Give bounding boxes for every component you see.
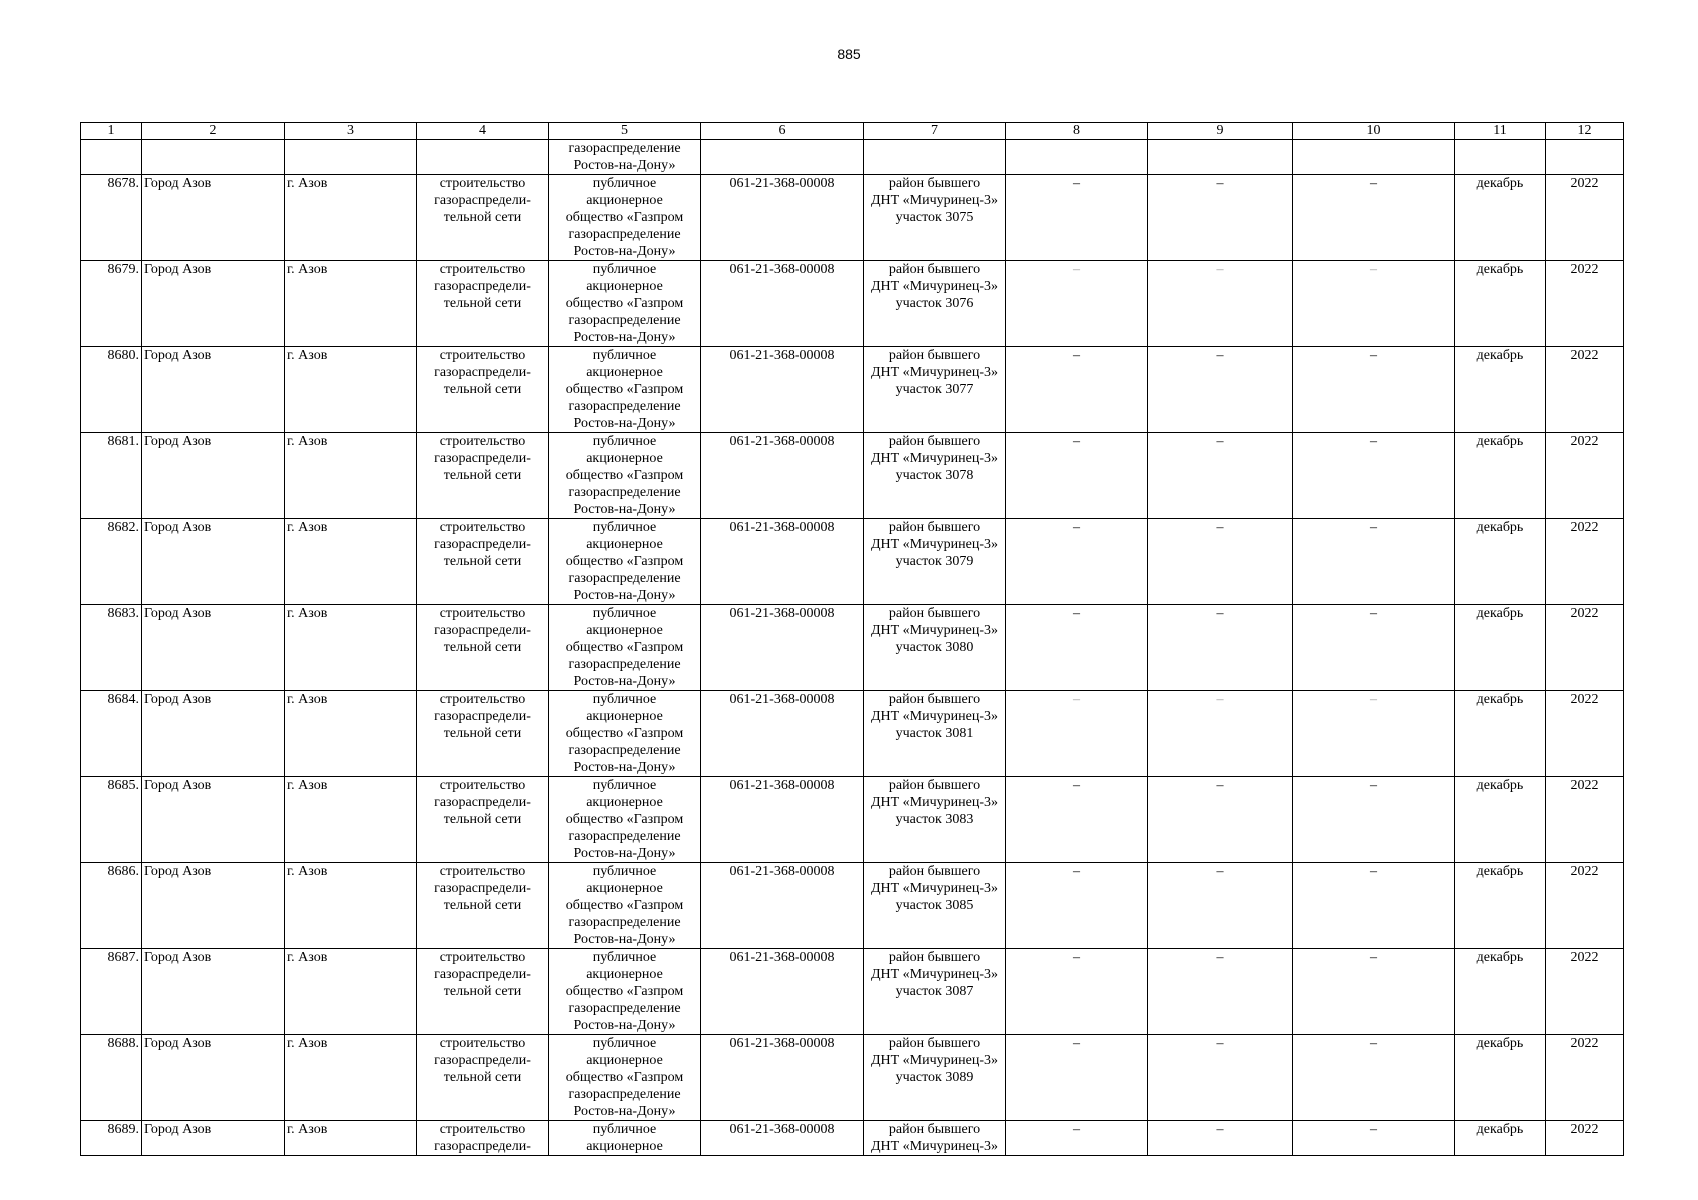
location-cell: район бывшего ДНТ «Мичуринец-3» участок 3085 bbox=[864, 863, 1006, 949]
column-10-cell: – bbox=[1293, 433, 1455, 519]
municipality-cell: Город Азов bbox=[142, 175, 285, 261]
registry-code-cell: 061-21-368-00008 bbox=[701, 1035, 864, 1121]
municipality-cell: Город Азов bbox=[142, 433, 285, 519]
month-cell: декабрь bbox=[1455, 605, 1546, 691]
column-header: 4 bbox=[417, 123, 549, 140]
column-8-cell: – bbox=[1006, 261, 1148, 347]
purpose-cell: строительство газораспредели- тельной сети bbox=[417, 605, 549, 691]
organization-cell: публичное акционерное общество «Газпром газораспределение Ростов-на-Дону» bbox=[549, 691, 701, 777]
organization-cell: публичное акционерное общество «Газпром газораспределение Ростов-на-Дону» bbox=[549, 777, 701, 863]
month-cell: декабрь bbox=[1455, 1035, 1546, 1121]
municipality-cell: Город Азов bbox=[142, 1121, 285, 1156]
column-header: 12 bbox=[1546, 123, 1624, 140]
table-row bbox=[81, 433, 1624, 519]
municipality-cell: Город Азов bbox=[142, 605, 285, 691]
location-cell: район бывшего ДНТ «Мичуринец-3» участок 3079 bbox=[864, 519, 1006, 605]
purpose-cell: строительство газораспредели- тельной сети bbox=[417, 261, 549, 347]
purpose-cell: строительство газораспредели- тельной сети bbox=[417, 777, 549, 863]
municipality-cell: Город Азов bbox=[142, 691, 285, 777]
year-cell: 2022 bbox=[1546, 519, 1624, 605]
column-header: 6 bbox=[701, 123, 864, 140]
column-10-cell: – bbox=[1293, 175, 1455, 261]
year-cell: 2022 bbox=[1546, 1121, 1624, 1156]
year-cell: 2022 bbox=[1546, 691, 1624, 777]
year-cell: 2022 bbox=[1546, 261, 1624, 347]
registry-code-cell: 061-21-368-00008 bbox=[701, 261, 864, 347]
municipality-cell: Город Азов bbox=[142, 777, 285, 863]
table-cell bbox=[1293, 140, 1455, 175]
table-cell bbox=[701, 140, 864, 175]
purpose-cell: строительство газораспредели- тельной сети bbox=[417, 519, 549, 605]
locality-cell: г. Азов bbox=[285, 433, 417, 519]
table-row bbox=[81, 261, 1624, 347]
row-number-cell: 8686. bbox=[81, 863, 142, 949]
organization-cell: публичное акционерное общество «Газпром газораспределение Ростов-на-Дону» bbox=[549, 863, 701, 949]
column-8-cell: – bbox=[1006, 433, 1148, 519]
month-cell: декабрь bbox=[1455, 1121, 1546, 1156]
column-9-cell: – bbox=[1148, 949, 1293, 1035]
municipality-cell: Город Азов bbox=[142, 1035, 285, 1121]
organization-cell: публичное акционерное общество «Газпром газораспределение Ростов-на-Дону» bbox=[549, 605, 701, 691]
month-cell: декабрь bbox=[1455, 777, 1546, 863]
organization-cell: публичное акционерное общество «Газпром газораспределение Ростов-на-Дону» bbox=[549, 175, 701, 261]
municipality-cell: Город Азов bbox=[142, 261, 285, 347]
table-row bbox=[81, 863, 1624, 949]
registry-code-cell: 061-21-368-00008 bbox=[701, 605, 864, 691]
table-cell bbox=[142, 140, 285, 175]
table-cell bbox=[1006, 140, 1148, 175]
month-cell: декабрь bbox=[1455, 433, 1546, 519]
month-cell: декабрь bbox=[1455, 175, 1546, 261]
column-8-cell: – bbox=[1006, 519, 1148, 605]
municipality-cell: Город Азов bbox=[142, 347, 285, 433]
registry-code-cell: 061-21-368-00008 bbox=[701, 175, 864, 261]
municipality-cell: Город Азов bbox=[142, 949, 285, 1035]
purpose-cell: строительство газораспредели- тельной сети bbox=[417, 347, 549, 433]
location-cell: район бывшего ДНТ «Мичуринец-3» участок 3080 bbox=[864, 605, 1006, 691]
row-number-cell: 8680. bbox=[81, 347, 142, 433]
column-9-cell: – bbox=[1148, 347, 1293, 433]
table-cell bbox=[1546, 140, 1624, 175]
municipality-cell: Город Азов bbox=[142, 519, 285, 605]
organization-cell: публичное акционерное общество «Газпром газораспределение Ростов-на-Дону» bbox=[549, 261, 701, 347]
table-cell bbox=[864, 140, 1006, 175]
gas-network-registry-table bbox=[80, 122, 1624, 1156]
location-cell: район бывшего ДНТ «Мичуринец-3» bbox=[864, 1121, 1006, 1156]
column-10-cell: – bbox=[1293, 777, 1455, 863]
organization-cell: газораспределение Ростов-на-Дону» bbox=[549, 140, 701, 175]
column-10-cell: – bbox=[1293, 1121, 1455, 1156]
year-cell: 2022 bbox=[1546, 949, 1624, 1035]
registry-code-cell: 061-21-368-00008 bbox=[701, 519, 864, 605]
organization-cell: публичное акционерное общество «Газпром газораспределение Ростов-на-Дону» bbox=[549, 347, 701, 433]
purpose-cell: строительство газораспредели- тельной сети bbox=[417, 175, 549, 261]
table-cell bbox=[81, 140, 142, 175]
column-header: 3 bbox=[285, 123, 417, 140]
column-9-cell: – bbox=[1148, 691, 1293, 777]
organization-cell: публичное акционерное общество «Газпром газораспределение Ростов-на-Дону» bbox=[549, 1035, 701, 1121]
purpose-cell: строительство газораспредели- тельной сети bbox=[417, 691, 549, 777]
purpose-cell: строительство газораспредели- тельной сети bbox=[417, 433, 549, 519]
column-10-cell: – bbox=[1293, 519, 1455, 605]
locality-cell: г. Азов bbox=[285, 605, 417, 691]
column-10-cell: – bbox=[1293, 863, 1455, 949]
month-cell: декабрь bbox=[1455, 949, 1546, 1035]
column-9-cell: – bbox=[1148, 605, 1293, 691]
organization-cell: публичное акционерное общество «Газпром газораспределение Ростов-на-Дону» bbox=[549, 949, 701, 1035]
page-number: 885 bbox=[837, 46, 861, 62]
row-number-cell: 8684. bbox=[81, 691, 142, 777]
column-header: 10 bbox=[1293, 123, 1455, 140]
table-cell bbox=[285, 140, 417, 175]
locality-cell: г. Азов bbox=[285, 691, 417, 777]
column-8-cell: – bbox=[1006, 777, 1148, 863]
locality-cell: г. Азов bbox=[285, 777, 417, 863]
purpose-cell: строительство газораспредели- bbox=[417, 1121, 549, 1156]
location-cell: район бывшего ДНТ «Мичуринец-3» участок 3087 bbox=[864, 949, 1006, 1035]
column-number-header-row bbox=[81, 123, 1624, 140]
row-number-cell: 8688. bbox=[81, 1035, 142, 1121]
column-10-cell: – bbox=[1293, 1035, 1455, 1121]
month-cell: декабрь bbox=[1455, 519, 1546, 605]
year-cell: 2022 bbox=[1546, 1035, 1624, 1121]
column-9-cell: – bbox=[1148, 777, 1293, 863]
year-cell: 2022 bbox=[1546, 863, 1624, 949]
month-cell: декабрь bbox=[1455, 261, 1546, 347]
table-cell bbox=[1148, 140, 1293, 175]
table-row bbox=[81, 519, 1624, 605]
location-cell: район бывшего ДНТ «Мичуринец-3» участок 3078 bbox=[864, 433, 1006, 519]
column-10-cell: – bbox=[1293, 605, 1455, 691]
row-number-cell: 8683. bbox=[81, 605, 142, 691]
column-header: 8 bbox=[1006, 123, 1148, 140]
table-row bbox=[81, 777, 1624, 863]
continuation-row bbox=[81, 140, 1624, 175]
column-header: 5 bbox=[549, 123, 701, 140]
locality-cell: г. Азов bbox=[285, 519, 417, 605]
row-number-cell: 8679. bbox=[81, 261, 142, 347]
month-cell: декабрь bbox=[1455, 347, 1546, 433]
row-number-cell: 8681. bbox=[81, 433, 142, 519]
column-header: 7 bbox=[864, 123, 1006, 140]
column-8-cell: – bbox=[1006, 605, 1148, 691]
location-cell: район бывшего ДНТ «Мичуринец-3» участок 3083 bbox=[864, 777, 1006, 863]
registry-code-cell: 061-21-368-00008 bbox=[701, 1121, 864, 1156]
purpose-cell: строительство газораспредели- тельной сети bbox=[417, 863, 549, 949]
row-number-cell: 8687. bbox=[81, 949, 142, 1035]
table-row bbox=[81, 347, 1624, 433]
column-8-cell: – bbox=[1006, 347, 1148, 433]
column-8-cell: – bbox=[1006, 949, 1148, 1035]
column-8-cell: – bbox=[1006, 691, 1148, 777]
column-9-cell: – bbox=[1148, 433, 1293, 519]
table-cell bbox=[417, 140, 549, 175]
locality-cell: г. Азов bbox=[285, 949, 417, 1035]
table-row bbox=[81, 175, 1624, 261]
year-cell: 2022 bbox=[1546, 605, 1624, 691]
registry-code-cell: 061-21-368-00008 bbox=[701, 691, 864, 777]
year-cell: 2022 bbox=[1546, 347, 1624, 433]
column-9-cell: – bbox=[1148, 519, 1293, 605]
row-number-cell: 8689. bbox=[81, 1121, 142, 1156]
purpose-cell: строительство газораспредели- тельной сети bbox=[417, 949, 549, 1035]
table-cell bbox=[1455, 140, 1546, 175]
locality-cell: г. Азов bbox=[285, 347, 417, 433]
year-cell: 2022 bbox=[1546, 175, 1624, 261]
column-9-cell: – bbox=[1148, 261, 1293, 347]
column-8-cell: – bbox=[1006, 175, 1148, 261]
organization-cell: публичное акционерное общество «Газпром газораспределение Ростов-на-Дону» bbox=[549, 519, 701, 605]
locality-cell: г. Азов bbox=[285, 1121, 417, 1156]
column-8-cell: – bbox=[1006, 863, 1148, 949]
column-header: 1 bbox=[81, 123, 142, 140]
column-10-cell: – bbox=[1293, 949, 1455, 1035]
table-row bbox=[81, 605, 1624, 691]
location-cell: район бывшего ДНТ «Мичуринец-3» участок 3081 bbox=[864, 691, 1006, 777]
column-header: 11 bbox=[1455, 123, 1546, 140]
registry-code-cell: 061-21-368-00008 bbox=[701, 863, 864, 949]
locality-cell: г. Азов bbox=[285, 1035, 417, 1121]
purpose-cell: строительство газораспредели- тельной сети bbox=[417, 1035, 549, 1121]
registry-code-cell: 061-21-368-00008 bbox=[701, 433, 864, 519]
registry-code-cell: 061-21-368-00008 bbox=[701, 949, 864, 1035]
column-10-cell: – bbox=[1293, 347, 1455, 433]
year-cell: 2022 bbox=[1546, 433, 1624, 519]
locality-cell: г. Азов bbox=[285, 175, 417, 261]
location-cell: район бывшего ДНТ «Мичуринец-3» участок 3075 bbox=[864, 175, 1006, 261]
locality-cell: г. Азов bbox=[285, 863, 417, 949]
registry-code-cell: 061-21-368-00008 bbox=[701, 347, 864, 433]
year-cell: 2022 bbox=[1546, 777, 1624, 863]
column-9-cell: – bbox=[1148, 175, 1293, 261]
location-cell: район бывшего ДНТ «Мичуринец-3» участок 3077 bbox=[864, 347, 1006, 433]
table-row bbox=[81, 691, 1624, 777]
column-9-cell: – bbox=[1148, 1121, 1293, 1156]
row-number-cell: 8682. bbox=[81, 519, 142, 605]
location-cell: район бывшего ДНТ «Мичуринец-3» участок 3076 bbox=[864, 261, 1006, 347]
month-cell: декабрь bbox=[1455, 691, 1546, 777]
column-8-cell: – bbox=[1006, 1121, 1148, 1156]
column-8-cell: – bbox=[1006, 1035, 1148, 1121]
column-header: 9 bbox=[1148, 123, 1293, 140]
column-10-cell: – bbox=[1293, 691, 1455, 777]
municipality-cell: Город Азов bbox=[142, 863, 285, 949]
row-number-cell: 8685. bbox=[81, 777, 142, 863]
column-9-cell: – bbox=[1148, 1035, 1293, 1121]
column-9-cell: – bbox=[1148, 863, 1293, 949]
locality-cell: г. Азов bbox=[285, 261, 417, 347]
registry-code-cell: 061-21-368-00008 bbox=[701, 777, 864, 863]
column-header: 2 bbox=[142, 123, 285, 140]
organization-cell: публичное акционерное общество «Газпром газораспределение Ростов-на-Дону» bbox=[549, 433, 701, 519]
table-row bbox=[81, 1035, 1624, 1121]
row-number-cell: 8678. bbox=[81, 175, 142, 261]
location-cell: район бывшего ДНТ «Мичуринец-3» участок 3089 bbox=[864, 1035, 1006, 1121]
column-10-cell: – bbox=[1293, 261, 1455, 347]
table-row bbox=[81, 1121, 1624, 1156]
table-row bbox=[81, 949, 1624, 1035]
organization-cell: публичное акционерное bbox=[549, 1121, 701, 1156]
month-cell: декабрь bbox=[1455, 863, 1546, 949]
